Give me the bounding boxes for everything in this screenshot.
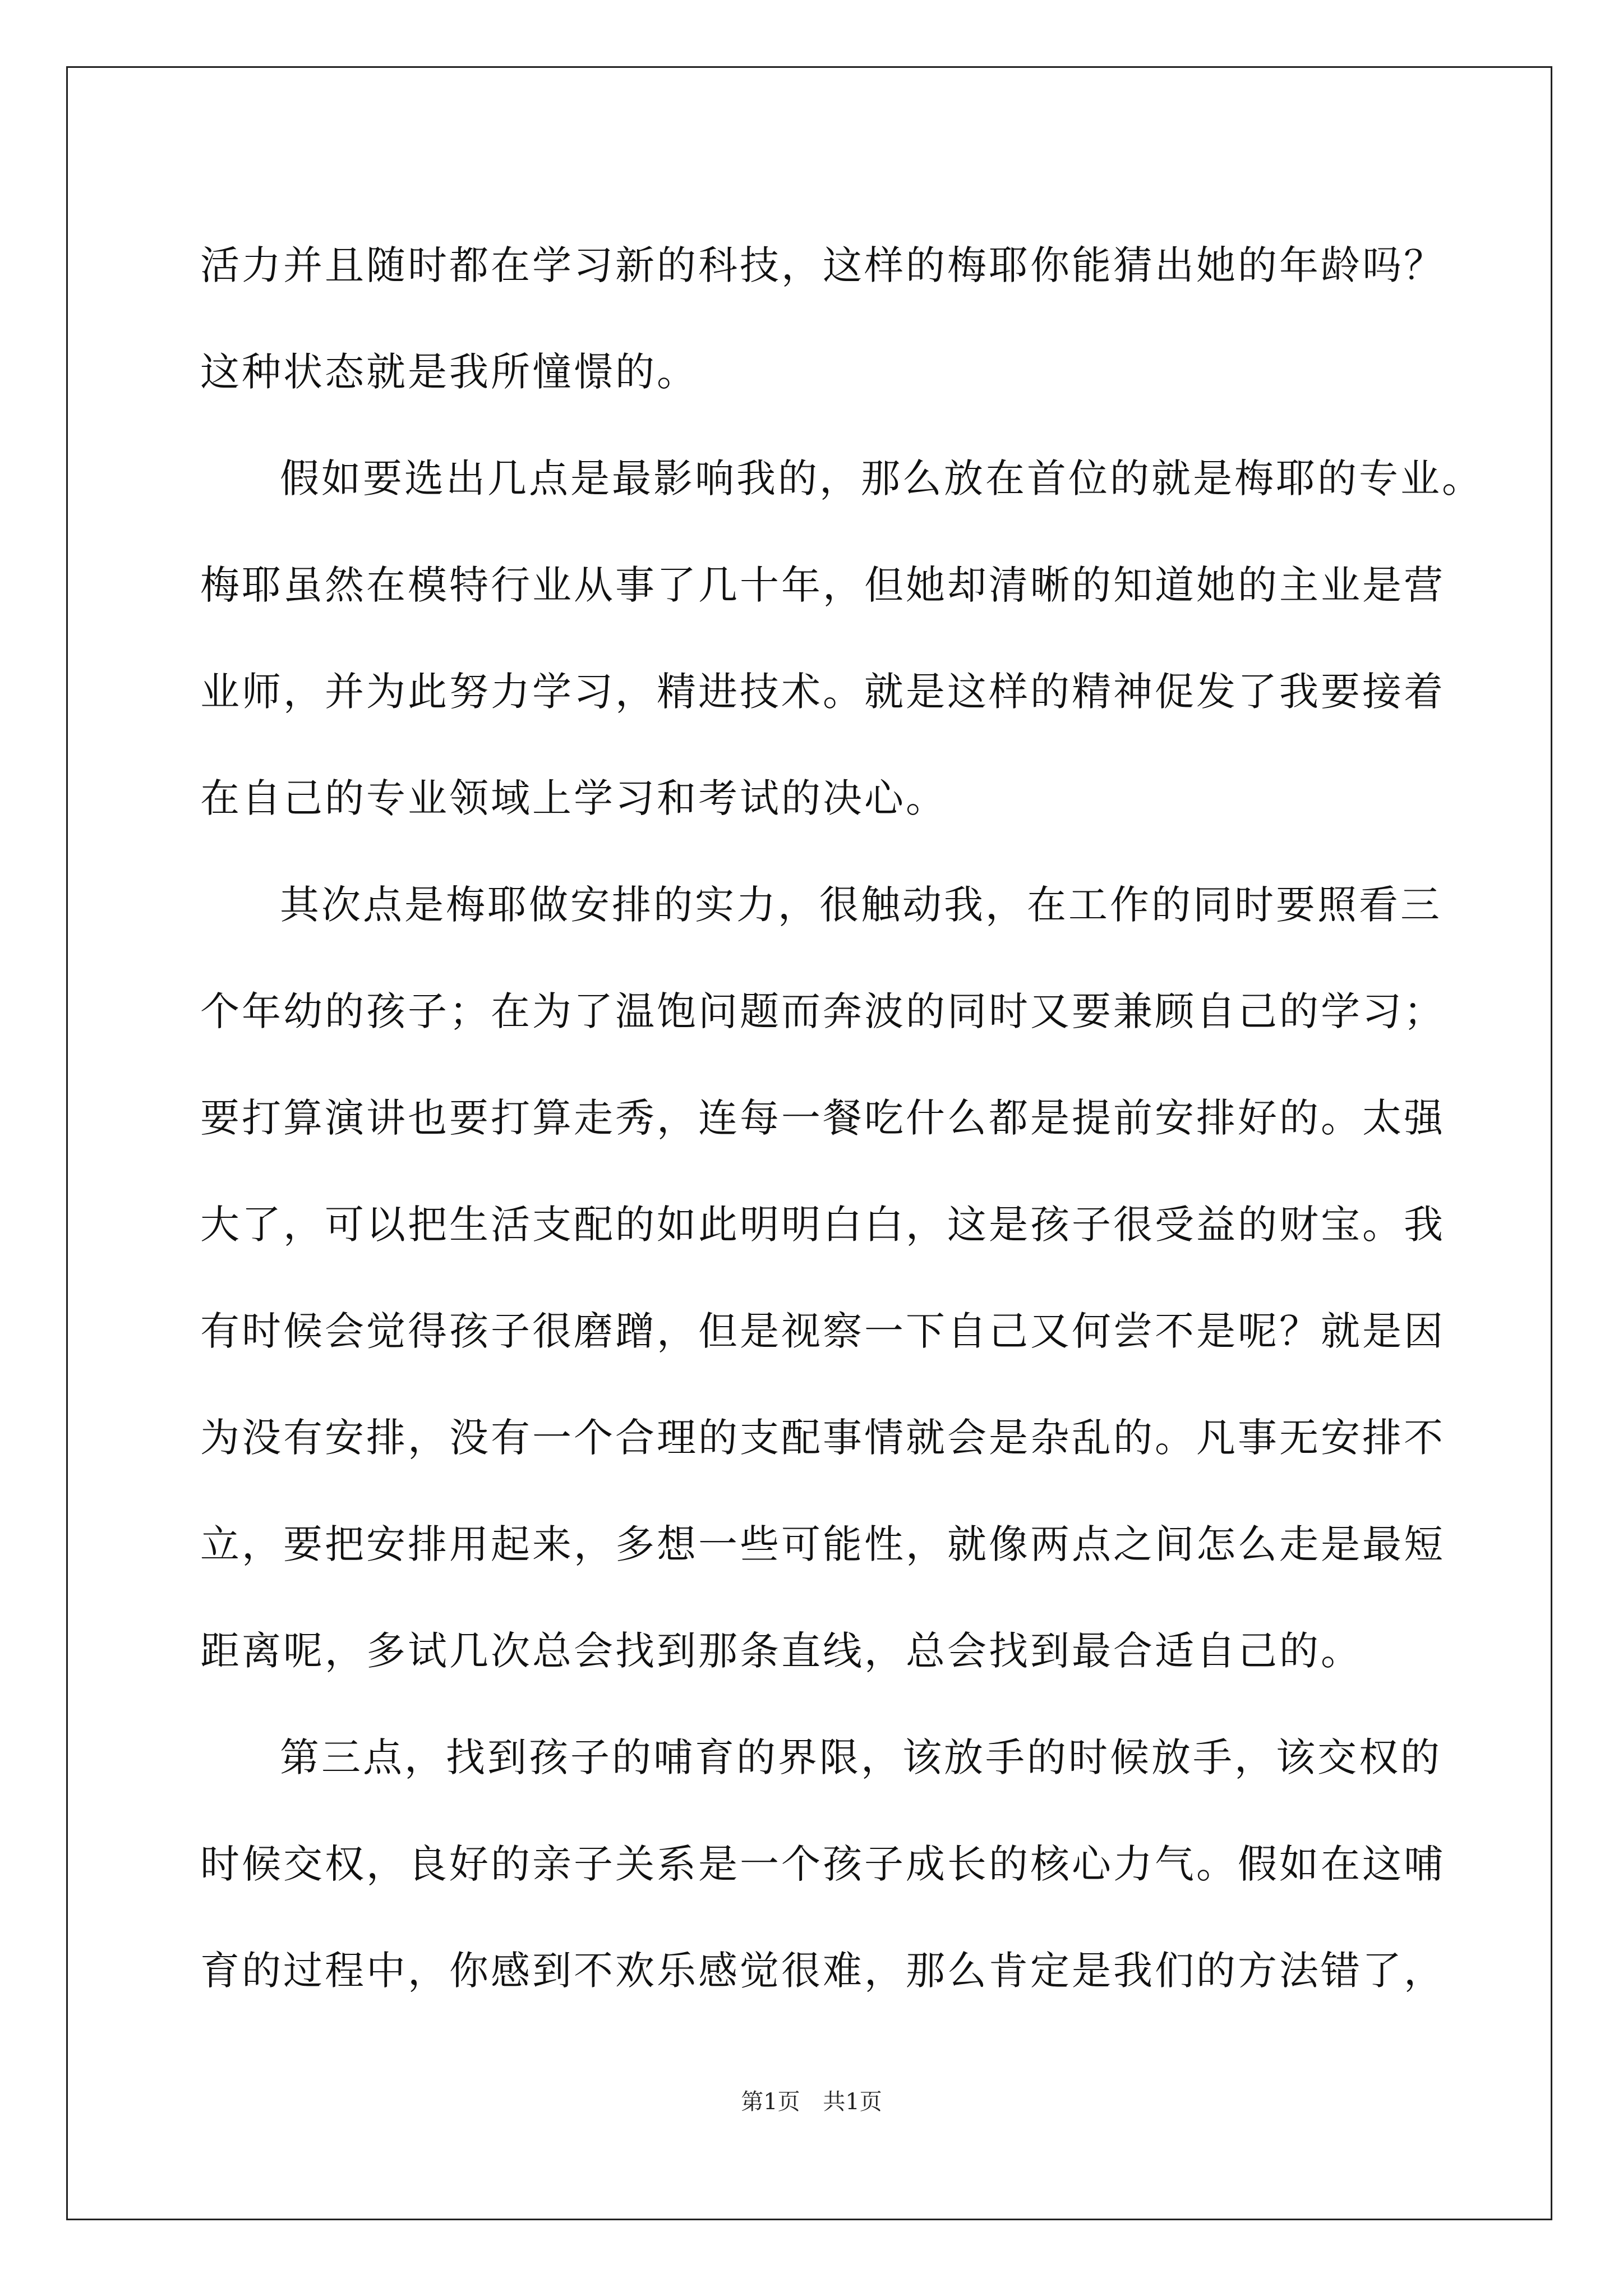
page-footer — [0, 2084, 1623, 2116]
text-line: 立，要把安排用起来，多想一些可能性，就像两点之间怎么走是最短 — [200, 1521, 1445, 1567]
paragraph-start-line: 其次点是梅耶做安排的实力，很触动我，在工作的同时要照看三 — [280, 882, 1442, 928]
text-line: 距离呢，多试几次总会找到那条直线，总会找到最合适自己的。 — [200, 1628, 1362, 1674]
text-line: 育的过程中，你感到不欢乐感觉很难，那么肯定是我们的方法错了， — [200, 1948, 1445, 1994]
text-line: 个年幼的孩子；在为了温饱问题而奔波的同时又要兼顾自己的学习； — [200, 988, 1445, 1034]
page-number-total: 共1页 — [823, 2089, 882, 2115]
text-line: 业师，并为此努力学习，精进技术。就是这样的精神促发了我要接着 — [200, 669, 1445, 715]
document-body — [200, 212, 1484, 2024]
text-line: 有时候会觉得孩子很磨蹭，但是视察一下自己又何尝不是呢？就是因 — [200, 1308, 1445, 1354]
text-line: 这种状态就是我所憧憬的。 — [200, 349, 698, 395]
text-line: 为没有安排，没有一个合理的支配事情就会是杂乱的。凡事无安排不 — [200, 1415, 1445, 1461]
text-line: 大了，可以把生活支配的如此明明白白，这是孩子很受益的财宝。我 — [200, 1202, 1445, 1248]
text-line: 梅耶虽然在模特行业从事了几十年，但她却清晰的知道她的主业是营 — [200, 562, 1445, 608]
text-line: 时候交权，良好的亲子关系是一个孩子成长的核心力气。假如在这哺 — [200, 1841, 1445, 1887]
text-line: 要打算演讲也要打算走秀，连每一餐吃什么都是提前安排好的。太强 — [200, 1095, 1445, 1141]
text-line: 活力并且随时都在学习新的科技，这样的梅耶你能猜出她的年龄吗？ — [200, 242, 1445, 288]
text-line: 在自己的专业领域上学习和考试的决心。 — [200, 775, 947, 821]
paragraph-start-line: 假如要选出几点是最影响我的，那么放在首位的就是梅耶的专业。 — [280, 455, 1483, 501]
paragraph-start-line: 第三点，找到孩子的哺育的界限，该放手的时候放手，该交权的 — [280, 1734, 1442, 1780]
page-number-current: 第1页 — [741, 2089, 800, 2115]
